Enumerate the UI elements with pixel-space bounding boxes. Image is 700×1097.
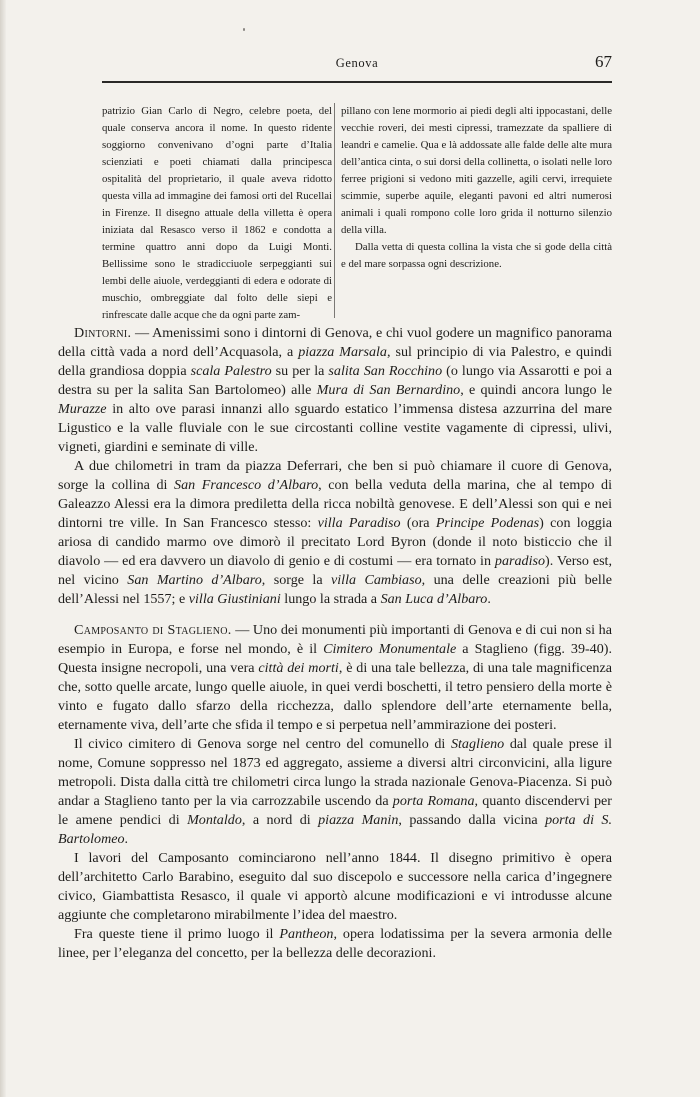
column-divider — [334, 103, 335, 318]
left-column — [102, 103, 332, 324]
text-run: Fra queste tiene il primo luogo il — [74, 926, 280, 942]
paragraph-lavori: I lavori del Camposanto cominciarono nell’anno 1844. Il disegno primitivo è opera dell’architetto Carlo Barabino, eseguito dal suo discepolo e successore nella carica d’ingegnere civico, Giambattista Resasco, il quale vi apportò alcune modificazioni e vi introdusse alcune aggiunte che completarono mirabilmente l’idea del maestro. — [58, 850, 612, 923]
paragraph-camposanto — [58, 621, 612, 735]
text-run: , con bella veduta della marina, che al tempo di Galeazzo Alessi era la dimora prediletta della ricca nobiltà genovese. E dell’Alessi son qui e nei dintorni tre ville. In San Francesco stesso: — [58, 477, 612, 531]
text-run: ) con loggia ariosa di candido marmo ove dimorò il precitato Lord Byron (donde il noto bisticcio che il diavolo — ed era davvero un diavolo di genio e di costumi — era tornato in — [58, 515, 612, 569]
paragraph-civico — [58, 735, 612, 849]
text-run: lungo la strada a — [280, 591, 381, 607]
header-rule — [102, 81, 612, 83]
text-run: , è di una tale bellezza, di una tale magnificenza che, sotto quelle arcate, lungo quelle aiuole, in quei verdi boschetti, il tetro pensiero della morte è vinto e fugato dallo sfarzo della ricchezza, dallo splendore dell’arte eternamente bella, eternamente viva, dell’arte che sfida il tempo e si perpetua nell’ammirazione dei posteri. — [58, 660, 612, 733]
text-run: . — [124, 831, 129, 847]
italic-run: Montaldo — [187, 812, 242, 828]
text-run: , passando dalla vicina — [398, 812, 546, 828]
italic-run: villa Paradiso — [317, 515, 401, 531]
text-run: dal quale prese il nome, Comune soppresso nel 1873 ed aggregato, assieme a diversi altri circonvicini, alla ligure metropoli. Dista dalla città tre chilometri circa lungo la strada nazionale Genova-Piacenza. Si può andar a Staglieno tanto per la via carrozzabile uscendo da — [58, 736, 612, 809]
section-heading: Dintorni. — [74, 325, 132, 341]
text-run: a Staglieno (figg. 39-40). Questa insigne necropoli, una vera — [58, 641, 612, 676]
italic-run: villa Cambiaso — [331, 572, 422, 588]
italic-run: Cimitero Monumentale — [323, 641, 457, 657]
text-run: Il civico cimitero di Genova sorge nel centro del comunello di — [74, 736, 451, 752]
text-run: su per la — [271, 363, 329, 379]
italic-run: villa Giustiniani — [188, 591, 281, 607]
text-run: , a nord di — [241, 812, 319, 828]
text-run: — Uno dei monumenti più importanti di Genova e di cui non si ha esempio in Europa, e forse nel mondo, è il — [58, 622, 612, 657]
running-title: Genova — [335, 56, 379, 70]
italic-run: San Francesco d’Albaro — [174, 477, 319, 493]
text-run: , sorge la — [261, 572, 331, 588]
italic-run: Murazze — [58, 401, 107, 417]
right-column-paragraph: pillano con lene mormorio ai piedi degli alti ippocastani, delle vecchie roveri, dei mesti cipressi, tramezzate da spalliere di leandri e camelie. Qua e là addossate alle falde delle alte mura dell’antica cinta, o sui dorsi della collinetta, o isolati nelle loro ferree prigioni si vedono miti gazzelle, agili cervi, irrequiete scimmie, superbe aquile, eleganti pavoni ed altri numerosi animali i quali rompono colle loro grida il notturno silenzio della villa. — [341, 105, 612, 236]
right-column-paragraph: Dalla vetta di questa collina la vista che si gode della città e del mare sorpassa ogni descrizione. — [341, 241, 612, 270]
italic-run: Staglieno — [450, 736, 505, 752]
section-heading: Camposanto di Staglieno. — [74, 622, 232, 638]
text-run: (o lungo via Assarotti e poi a destra su per la salita San Bartolomeo) alle — [58, 363, 612, 398]
text-run: A due chilometri in tram da piazza Deferrari, che ben si può chiamare il cuore di Genova, sorge la collina di — [58, 458, 612, 493]
italic-run: Mura di San Bernardino — [316, 382, 461, 398]
italic-run: scala Palestro — [190, 363, 272, 379]
text-run: , quanto discendervi per le amene pendici di — [58, 793, 613, 828]
text-run: ). Verso est, nel vicino — [58, 553, 612, 588]
left-column-text: patrizio Gian Carlo di Negro, celebre poeta, del quale conserva ancora il nome. In questo ridente soggiorno convenivano d’ogni parte d’Italia scienziati e poeti chiamati dalla principesca ospitalità del proprietario, il quale aveva ridotto questa villa ad immagine dei famosi orti del Rucellai in Firenze. Il disegno attuale della villetta è opera iniziata dal Resasco verso il 1862 e condotta a termine quattro anni dopo da Luigi Monti. Bellissime sono le stradicciuole serpeggianti sui lembi delle aiuole, verdeggianti di edera e odorate di muschio, ombreggiate dal folto delle siepi e rinfrescate dalle acque che da ogni parte zam- — [102, 105, 332, 321]
text-run: , sul principio di via Palestro, e quindi della grandiosa doppia — [58, 344, 612, 379]
italic-run: San Martino d’Albaro — [127, 572, 262, 588]
page-header — [102, 52, 612, 74]
italic-run: porta Romana — [392, 793, 475, 809]
right-column — [341, 103, 612, 273]
text-run: , una delle creazioni più belle dell’Alessi nel 1557; e — [58, 572, 612, 607]
italic-run: città dei morti — [258, 660, 339, 676]
text-run: (ora — [400, 515, 436, 531]
italic-run: paradiso — [494, 553, 546, 569]
italic-run: piazza Manin — [318, 812, 399, 828]
italic-run: piazza Marsala — [298, 344, 387, 360]
text-run: , opera lodatissima per la severa armonia delle linee, per l’eleganza del concetto, per la bellezza delle decorazioni. — [58, 926, 612, 961]
paragraph-albaro — [58, 457, 612, 609]
page-number: 67 — [595, 52, 612, 71]
paragraph-pantheon — [58, 925, 612, 963]
text-run: — Amenissimi sono i dintorni di Genova, e chi vuol godere un magnifico panorama della città vada a nord dell’Acquasola, a — [58, 325, 612, 360]
main-text — [58, 324, 612, 963]
two-column-section — [102, 103, 612, 321]
paragraph-dintorni — [58, 324, 612, 457]
italic-run: San Luca d’Albaro — [380, 591, 488, 607]
paper-speck — [243, 28, 245, 31]
italic-run: salita San Rocchino — [328, 363, 443, 379]
italic-run: porta di S. Bartolomeo — [58, 812, 612, 847]
book-spine-shadow — [0, 0, 6, 1097]
italic-run: Principe Podenas — [435, 515, 540, 531]
text-run: . — [487, 591, 491, 607]
text-run: , e quindi ancora lungo le — [460, 382, 613, 398]
italic-run: Pantheon — [279, 926, 334, 942]
text-run: in alto ove parasi innanzi allo sguardo estatico l’immensa distesa azzurrina del mare Ligustico e la valle fluviale con le sue circostanti colline vestite vagamente di cipressi, ulivi, vigneti, giardini e seminate di ville. — [58, 401, 612, 455]
